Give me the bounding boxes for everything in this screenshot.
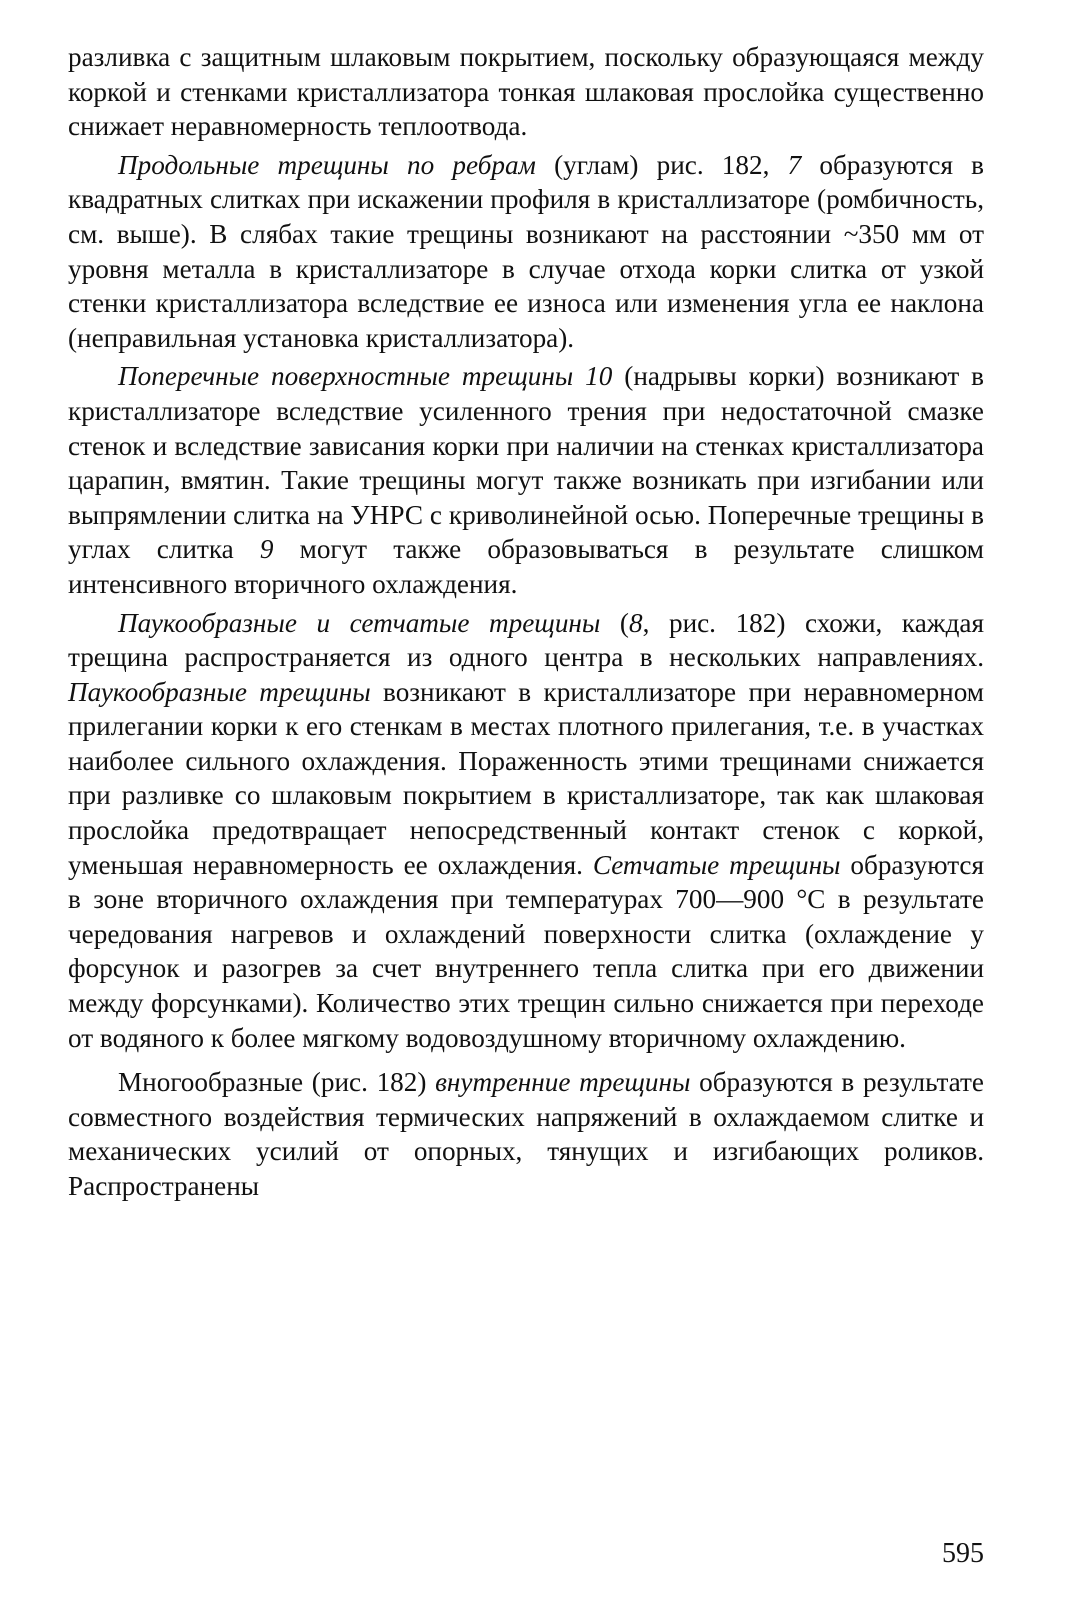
- paragraph-3-run-2: (надрывы корки) возникают в кристаллизаторе вследствие усиленного трения при недостаточной смазке стенок и вследствие зависания корки при наличии на стенках кристаллизатора царапин, вмятин. Такие трещины могут также возникать при изгибании или выпрямлении слитка на УНРС с криволинейной осью. Поперечные трещины в углах слитка: [68, 361, 984, 565]
- term-longitudinal-cracks: Продольные трещины по ребрам: [118, 149, 536, 180]
- paragraph-2: [68, 148, 984, 356]
- paragraph-4-run-4: , рис. 182) схожи, каждая трещина распространяется из одного центра в нескольких направлениях.: [68, 607, 984, 673]
- figure-ref-9: 9: [259, 534, 274, 565]
- term-spider-and-mesh-cracks: Паукообразные и сетчатые трещины: [118, 607, 601, 638]
- paragraph-4-run-8: образуются в зоне вторичного охлаждения при температурах 700—900 °С в результате чередования нагревов и охлаждений поверхности слитка (охлаждение у форсунок и разогрев за счет внутреннего тепла слитка при его движении между форсунками). Количество этих трещин сильно снижается при переходе от водяного к более мягкому водовоздушному вторичному охлаждению.: [68, 849, 984, 1053]
- paragraph-5-run-1: Многообразные (рис. 182): [118, 1067, 436, 1098]
- term-mesh-cracks: Сетчатые трещины: [592, 849, 841, 880]
- figure-ref-8: 8: [628, 607, 643, 638]
- figure-ref-7: 7: [787, 149, 802, 180]
- paragraph-5: [68, 1065, 984, 1203]
- term-transverse-cracks: Поперечные поверхностные трещины 10: [118, 361, 613, 392]
- paragraph-3: [68, 359, 984, 601]
- paragraph-1-run-1: разливка с защитным шлаковым покрытием, поскольку образующаяся между коркой и стенками кристаллизатора тонкая шлаковая прослойка существенно снижает неравномерность теплоотвода.: [68, 42, 984, 142]
- paragraph-4: [68, 606, 984, 1056]
- paragraph-2-run-2: (углам) рис. 182,: [535, 149, 788, 180]
- paragraph-5-run-3: образуются в результате совместного воздействия термических напряжений в охлаждаемом слитке и механических усилий от опорных, тянущих и изгибающих роликов. Распространены: [68, 1067, 984, 1201]
- term-spider-cracks: Паукообразные трещины: [68, 676, 371, 707]
- page-body: [68, 40, 984, 1520]
- paragraph-4-run-6: возникают в кристаллизаторе при неравномерном прилегании корки к его стенкам в местах плотного прилегания, т.е. в участках наиболее сильного охлаждения. Пораженность этими трещинами снижается при разливке со шлаковым покрытием в кристаллизаторе, так как шлаковая прослойка предотвращает непосредственный контакт стенок с коркой, уменьшая неравномерность ее охлаждения.: [68, 676, 984, 880]
- paragraph-1: [68, 40, 984, 144]
- paragraph-3-run-4: могут также образовываться в результате слишком интенсивного вторичного охлаждения.: [68, 534, 984, 599]
- paragraph-2-run-4: образуются в квадратных слитках при искажении профиля в кристаллизаторе (ромбичность, см. выше). В слябах такие трещины возникают на расстоянии ~350 мм от уровня металла в кристаллизаторе в случае отхода корки слитка от узкой стенки кристаллизатора вследствие ее износа или изменения угла ее наклона (неправильная установка кристаллизатора).: [68, 149, 984, 353]
- paragraph-4-run-2: (: [600, 607, 629, 638]
- term-internal-cracks: внутренние трещины: [435, 1067, 691, 1098]
- page-number: 595: [942, 1538, 984, 1569]
